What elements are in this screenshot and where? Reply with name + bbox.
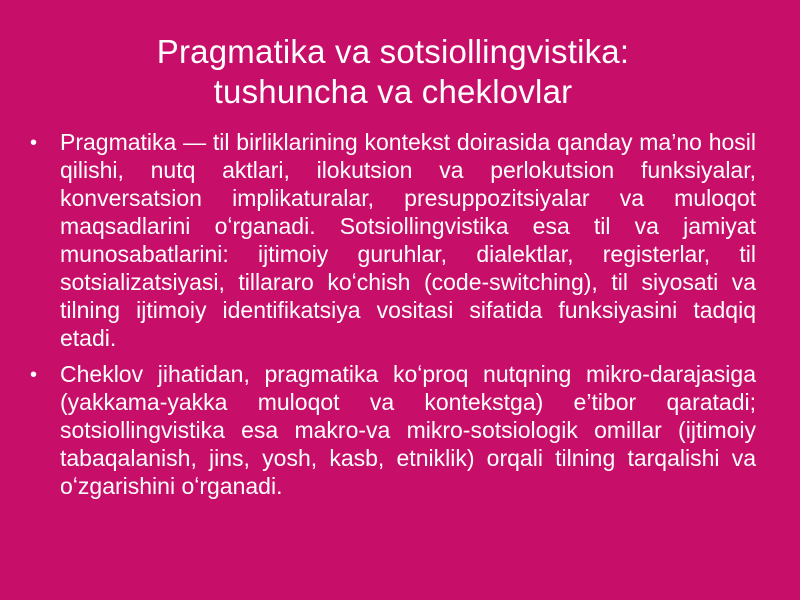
bullet-dot-icon: • [30,132,38,154]
bullet-text-2: Cheklov jihatidan, pragmatika koʻproq nutqning mikro-darajasiga (yakkama-yakka muloqot va kontekstga) e’tibor qaratadi; sotsiollingvistika esa makro-va mikro-sotsiologik omillar (ijtimoiy tabaqalanish, jins, yosh, kasb, etniklik) orqali tilning tarqalishi va oʻzgarishini oʻrganadi. [60,361,756,499]
slide-title-line-2: tushuncha va cheklovlar [213,73,573,110]
bullet-list [30,128,756,500]
slide-title [30,32,756,112]
bullet-item-1 [30,128,756,352]
bullet-dot-icon: • [30,364,38,386]
slide-title-line-1: Pragmatika va sotsiollingvistika: [156,33,630,70]
bullet-item-2 [30,360,756,500]
bullet-text-1: Pragmatika — til birliklarining kontekst doirasida qanday ma’no hosil qilishi, nutq aktlari, ilokutsion va perlokutsion funksiyalar, konversatsion implikaturalar, presuppozitsiyalar va muloqot maqsadlarini oʻrganadi. Sotsiollingvistika esa til va jamiyat munosabatlarini: ijtimoiy guruhlar, dialektlar, registerlar, til sotsializatsiyasi, tillararo koʻchish (code-switching), til siyosati va tilning ijtimoiy identifikatsiya vositasi sifatida funksiyasini tadqiq etadi. [60,129,756,351]
